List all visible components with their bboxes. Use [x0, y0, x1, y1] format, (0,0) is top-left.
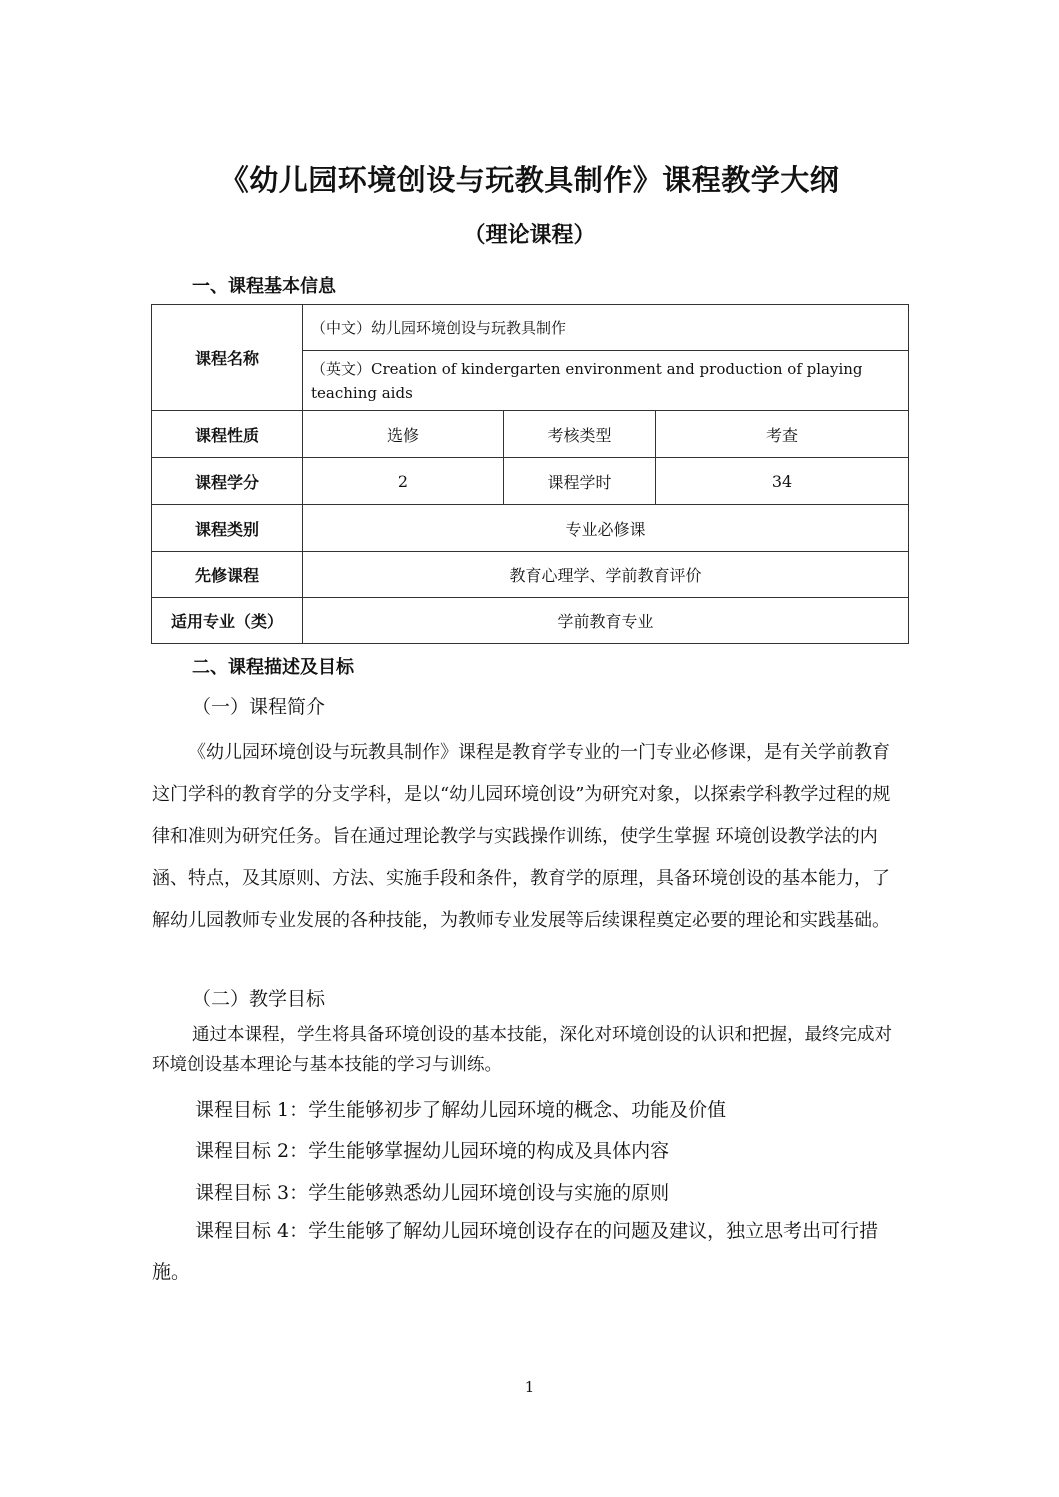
- course-credit-label: 课程学分: [152, 458, 303, 505]
- course-category-label: 课程类别: [152, 505, 303, 552]
- table-row: [152, 305, 909, 351]
- section-heading-description: 二、课程描述及目标: [192, 657, 354, 678]
- goals-heading: （二）教学目标: [192, 988, 326, 1010]
- goals-paragraph: [152, 1020, 904, 1080]
- exam-type-label: 考核类型: [504, 411, 656, 458]
- prerequisite-label: 先修课程: [152, 552, 303, 598]
- page-number: 1: [524, 1378, 535, 1396]
- applicable-major-label: 适用专业（类）: [152, 598, 303, 644]
- table-row: [152, 505, 909, 552]
- goal-item-4: 课程目标 4：学生能够了解幼儿园环境创设存在的问题及建议，独立思考出可行措施。: [152, 1220, 879, 1283]
- document-subtitle: （理论课程）: [463, 223, 596, 248]
- applicable-major-value: 学前教育专业: [303, 598, 909, 644]
- table-row: [152, 411, 909, 458]
- table-row: [152, 552, 909, 598]
- course-name-cn: （中文）幼儿园环境创设与玩教具制作: [303, 305, 909, 351]
- goal-item-2: 课程目标 2：学生能够掌握幼儿园环境的构成及具体内容: [195, 1140, 670, 1162]
- section-heading-basic-info: 一、课程基本信息: [192, 276, 336, 297]
- goal-item-1: 课程目标 1：学生能够初步了解幼儿园环境的概念、功能及价值: [195, 1099, 727, 1121]
- course-hours-value: 34: [656, 458, 909, 505]
- course-nature-value: 选修: [303, 411, 504, 458]
- intro-heading: （一）课程简介: [192, 696, 326, 718]
- course-name-label: 课程名称: [152, 305, 303, 411]
- exam-type-value: 考查: [656, 411, 909, 458]
- goal-item-3: 课程目标 3：学生能够熟悉幼儿园环境创设与实施的原则: [195, 1182, 670, 1204]
- course-name-en: （英文）Creation of kindergarten environment and production of playing teaching aids: [303, 351, 909, 411]
- table-row: [152, 458, 909, 505]
- document-title: 《幼儿园环境创设与玩教具制作》课程教学大纲: [219, 163, 840, 197]
- intro-paragraph: [152, 732, 904, 942]
- goals-text: 通过本课程，学生将具备环境创设的基本技能，深化对环境创设的认识和把握，最终完成对环境创设基本理论与基本技能的学习与训练。: [152, 1025, 892, 1075]
- table-row: [152, 598, 909, 644]
- intro-text: 《幼儿园环境创设与玩教具制作》课程是教育学专业的一门专业必修课，是有关学前教育这门学科的教育学的分支学科，是以“幼儿园环境创设”为研究对象，以探索学科教学过程的规律和准则为研究任务。旨在通过理论教学与实践操作训练，使学生掌握 环境创设教学法的内涵、特点，及其原则、方法、实施手段和条件，教育学的原理，具备环境创设的基本能力，了解幼儿园教师专业发展的各种技能，为教师专业发展等后续课程奠定必要的理论和实践基础。: [152, 742, 891, 931]
- course-hours-label: 课程学时: [504, 458, 656, 505]
- course-category-value: 专业必修课: [303, 505, 909, 552]
- course-credit-value: 2: [303, 458, 504, 505]
- prerequisite-value: 教育心理学、学前教育评价: [303, 552, 909, 598]
- course-info-table: [151, 304, 909, 644]
- course-nature-label: 课程性质: [152, 411, 303, 458]
